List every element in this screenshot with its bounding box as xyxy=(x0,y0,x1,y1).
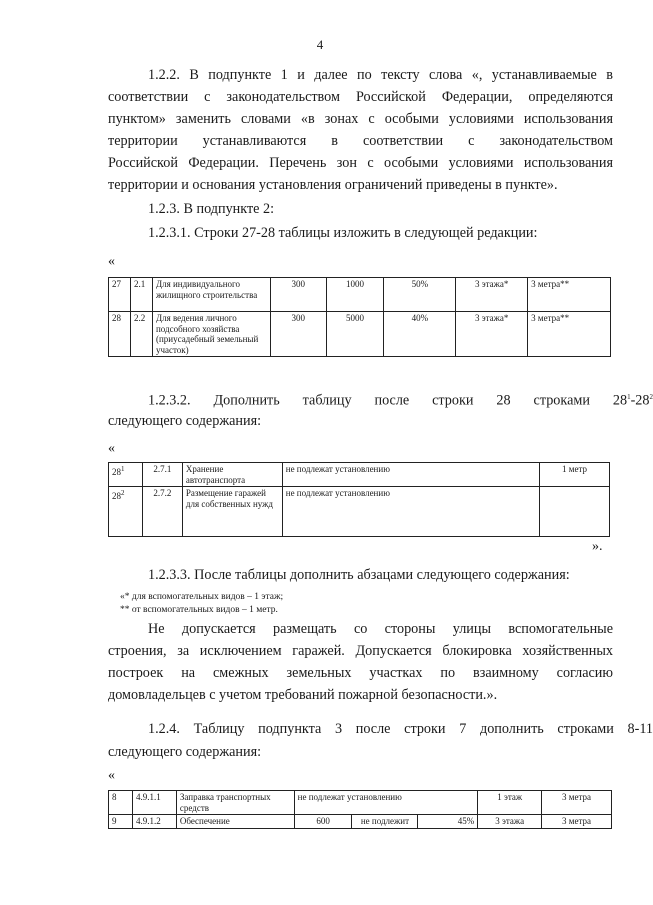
paragraph-1-2-3-3: 1.2.3.3. После таблицы дополнить абзацами следующего содержания: xyxy=(148,567,570,583)
superscript: 1 xyxy=(627,393,631,401)
table-row xyxy=(109,312,611,357)
table-rows-27-28 xyxy=(108,277,611,357)
row-number: 9 xyxy=(109,815,133,829)
max-area-cell: 1000 xyxy=(326,278,384,312)
text-line: -28 xyxy=(630,392,650,409)
text-line: домовладельцев с учетом требований пожарной безопасности.». xyxy=(108,687,498,703)
row-number: 27 xyxy=(109,278,131,312)
height-cell: 1 метр xyxy=(540,463,610,487)
height-cell: 3 метра** xyxy=(528,312,611,357)
row-number: 28 xyxy=(109,312,131,357)
name-cell: Для индивидуального жилищного строительства xyxy=(152,278,270,312)
table-row xyxy=(109,278,611,312)
name-cell: Заправка транспортных средств xyxy=(176,791,294,815)
text-cell: не подлежат установлению xyxy=(294,791,478,815)
table-rows-28-1-28-2 xyxy=(108,462,610,537)
text-line: построек на смежных земельных участках по взаимному согласию xyxy=(108,665,613,681)
row-number: $28^2$ xyxy=(109,487,143,537)
row-number: $28^1$ xyxy=(109,463,143,487)
paragraph-1-2-2 xyxy=(108,64,613,196)
table-rows-8-11 xyxy=(108,790,612,829)
percent-cell: 40% xyxy=(384,312,456,357)
min-area-cell: 300 xyxy=(270,312,326,357)
open-quote: « xyxy=(108,254,115,269)
text-line: соответствии с законодательством Российской Федерации, определяются xyxy=(108,89,613,105)
text-line: следующего содержания: xyxy=(108,413,262,429)
open-quote: « xyxy=(108,768,115,783)
page-number: 4 xyxy=(316,37,324,52)
code-cell: 2.7.2 xyxy=(142,487,182,537)
code-cell: 2.2 xyxy=(130,312,152,357)
text-line: 1.2.3.2. Дополнить таблицу после строки 28 строками 28 xyxy=(148,392,628,409)
floors-cell: 3 этажа xyxy=(478,815,542,829)
code-cell: 4.9.1.1 xyxy=(132,791,176,815)
max-area-cell: 5000 xyxy=(326,312,384,357)
table-row xyxy=(109,463,610,487)
height-cell: 3 метра** xyxy=(528,278,611,312)
paragraph-1-2-3: 1.2.3. В подпункте 2: xyxy=(148,201,275,217)
text-line: пунктом» заменить словами «в зонах с особыми условиями использования xyxy=(108,111,613,127)
text-line: Российской Федерации. Перечень зон с особыми условиями использования xyxy=(108,155,613,171)
text-line: территории и основания установления ограничений приведены в пункте». xyxy=(108,177,558,193)
footnote-line: «* для вспомогательных видов – 1 этаж; xyxy=(120,592,284,602)
percent-cell: 50% xyxy=(384,278,456,312)
name-cell: Размещение гаражей для собственных нужд xyxy=(182,487,282,537)
name-cell: Хранение автотранспорта xyxy=(182,463,282,487)
floors-cell: 3 этажа* xyxy=(456,312,528,357)
table-row xyxy=(109,487,610,537)
name-cell: Обеспечение xyxy=(176,815,294,829)
open-quote: « xyxy=(108,441,115,456)
close-quote: ». xyxy=(592,539,603,554)
code-cell: 2.1 xyxy=(130,278,152,312)
min-area-cell: 600 xyxy=(294,815,352,829)
floors-cell: 1 этаж xyxy=(478,791,542,815)
paragraph-1-2-4: 1.2.4. Таблицу подпункта 3 после строки 7 дополнить строками 8-11 xyxy=(148,721,653,737)
paragraph-1-2-3-2 xyxy=(108,386,653,412)
paragraph-1-2-3-1: 1.2.3.1. Строки 27-28 таблицы изложить в следующей редакции: xyxy=(148,225,538,241)
code-cell: 2.7.1 xyxy=(142,463,182,487)
paragraph-restrictions xyxy=(108,618,613,706)
text-cell: не подлежат установлению xyxy=(282,487,539,537)
min-area-cell: 300 xyxy=(270,278,326,312)
text-cell: не подлежат установлению xyxy=(282,463,539,487)
text-line: территории устанавливаются в соответствии с законодательством xyxy=(108,133,613,149)
text-line: строения, за исключением гаражей. Допускается блокировка хозяйственных xyxy=(108,643,613,659)
text-line: Не допускается размещать со стороны улицы вспомогательные xyxy=(148,621,613,637)
row-number: 8 xyxy=(109,791,133,815)
superscript: 2 xyxy=(649,393,653,401)
floors-cell: 3 этажа* xyxy=(456,278,528,312)
footnote-line: ** от вспомогательных видов – 1 метр. xyxy=(120,605,278,615)
max-area-cell: не подлежит xyxy=(352,815,418,829)
percent-cell: 45% xyxy=(418,815,478,829)
table-row xyxy=(109,815,612,829)
height-cell: 3 метра xyxy=(542,815,612,829)
text-line: следующего содержания: xyxy=(108,744,262,760)
name-cell: Для ведения личного подсобного хозяйства (приусадебный земельный участок) xyxy=(152,312,270,357)
height-cell xyxy=(540,487,610,537)
text-line: 1.2.2. В подпункте 1 и далее по тексту слова «, устанавливаемые в xyxy=(148,67,613,83)
height-cell: 3 метра xyxy=(542,791,612,815)
code-cell: 4.9.1.2 xyxy=(132,815,176,829)
table-row xyxy=(109,791,612,815)
